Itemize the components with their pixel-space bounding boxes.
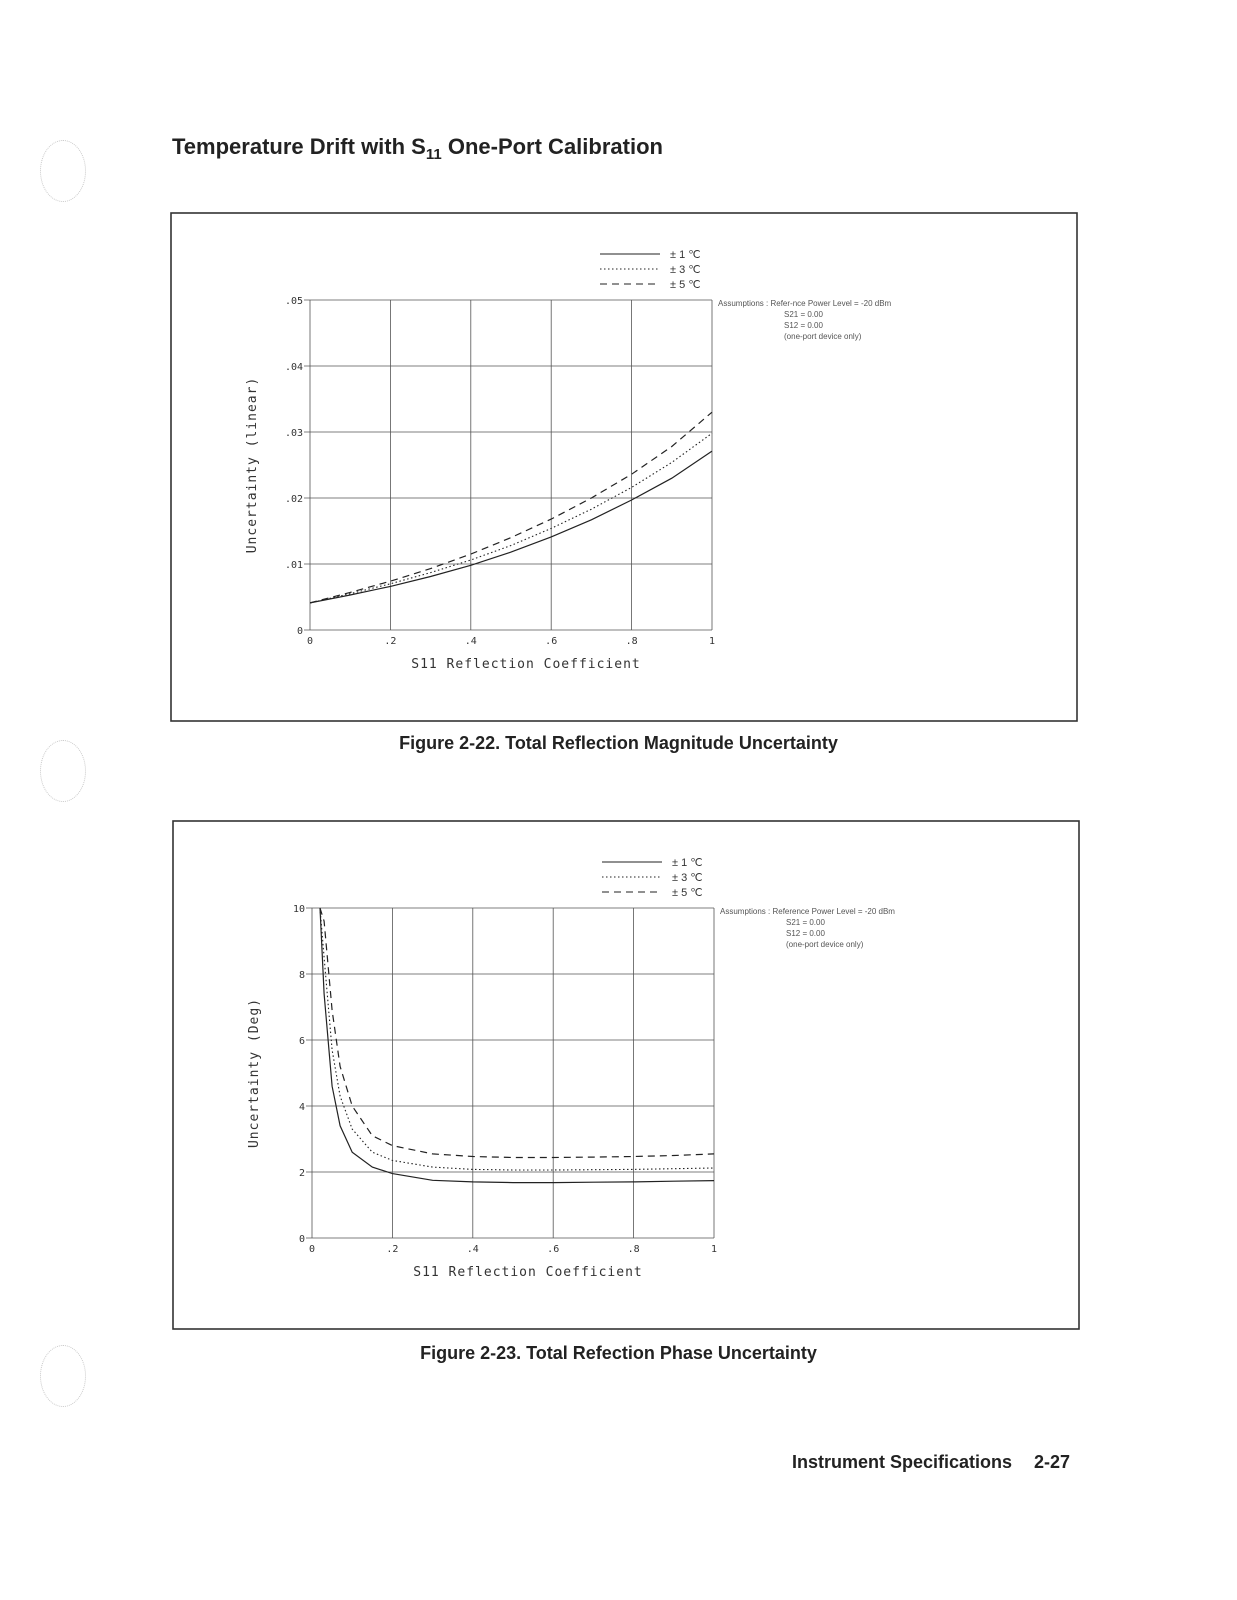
x-tick-label: .4	[466, 1244, 479, 1255]
y-axis-label: Uncertainty (Deg)	[247, 997, 262, 1149]
assumptions-line: S12 = 0.00	[784, 321, 823, 330]
y-tick-label: .02	[284, 494, 303, 505]
series-line-dotted	[310, 433, 712, 603]
x-tick-label: 0	[306, 636, 314, 647]
figure-2-22-chart	[170, 212, 1078, 722]
heading-rest: One-Port Calibration	[441, 134, 663, 159]
x-tick-label: .8	[627, 1244, 640, 1255]
series-line-solid	[310, 451, 712, 603]
footer-section-title: Instrument Specifications	[792, 1452, 1013, 1472]
y-tick-label: .05	[284, 296, 303, 307]
y-tick-label: 2	[298, 1168, 305, 1179]
y-tick-label: 8	[298, 970, 305, 981]
legend-label: ± 5 ℃	[670, 279, 701, 291]
heading-subscript: 11	[425, 146, 442, 163]
x-tick-label: 0	[308, 1244, 316, 1255]
x-tick-label: 1	[710, 1244, 718, 1255]
y-tick-label: .03	[284, 428, 303, 439]
x-axis-label: S11 Reflection Coefficient	[411, 657, 641, 672]
x-tick-label: .6	[545, 636, 558, 647]
legend-label: ± 1 ℃	[672, 857, 703, 869]
page-heading	[172, 134, 663, 163]
series-line-solid	[320, 908, 714, 1183]
assumptions-line: S21 = 0.00	[784, 310, 823, 319]
legend-label: ± 3 ℃	[670, 264, 701, 276]
series-line-dashed	[320, 908, 714, 1158]
y-tick-label: .01	[284, 560, 303, 571]
y-axis-label: Uncertainty (linear)	[245, 376, 260, 554]
x-tick-label: .8	[625, 636, 638, 647]
assumptions-line: S21 = 0.00	[786, 918, 825, 927]
assumptions-line: (one-port device only)	[784, 332, 862, 341]
series-line-dashed	[310, 412, 712, 603]
x-axis-label: S11 Reflection Coefficient	[413, 1265, 643, 1280]
figure-2-23-caption: Figure 2-23. Total Refection Phase Uncertainty	[420, 1343, 817, 1363]
series-line-dotted	[320, 908, 714, 1170]
legend-label: ± 1 ℃	[670, 249, 701, 261]
footer-page-number: 2-27	[1034, 1452, 1071, 1472]
x-tick-label: .2	[384, 636, 397, 647]
punch-hole-top	[40, 140, 86, 202]
y-tick-label: 6	[298, 1036, 305, 1047]
figure-2-22-caption: Figure 2-22. Total Reflection Magnitude Uncertainty	[399, 733, 838, 753]
x-tick-label: .4	[464, 636, 477, 647]
assumptions-line: Assumptions : Reference Power Level = -20 dBm	[720, 907, 895, 916]
legend-label: ± 3 ℃	[672, 872, 703, 884]
y-tick-label: .04	[284, 362, 303, 373]
assumptions-line: S12 = 0.00	[786, 929, 825, 938]
assumptions-line: (one-port device only)	[786, 940, 864, 949]
x-tick-label: 1	[708, 636, 716, 647]
x-tick-label: .2	[386, 1244, 399, 1255]
assumptions-line: Assumptions : Refer-nce Power Level = -20 dBm	[718, 299, 892, 308]
y-tick-label: 0	[296, 626, 303, 637]
y-tick-label: 10	[292, 904, 305, 915]
heading-main: Temperature Drift with S	[172, 134, 426, 159]
x-tick-label: .6	[547, 1244, 560, 1255]
legend-label: ± 5 ℃	[672, 887, 703, 899]
y-tick-label: 0	[298, 1234, 305, 1245]
figure-2-23-chart	[172, 820, 1080, 1330]
y-tick-label: 4	[298, 1102, 305, 1113]
